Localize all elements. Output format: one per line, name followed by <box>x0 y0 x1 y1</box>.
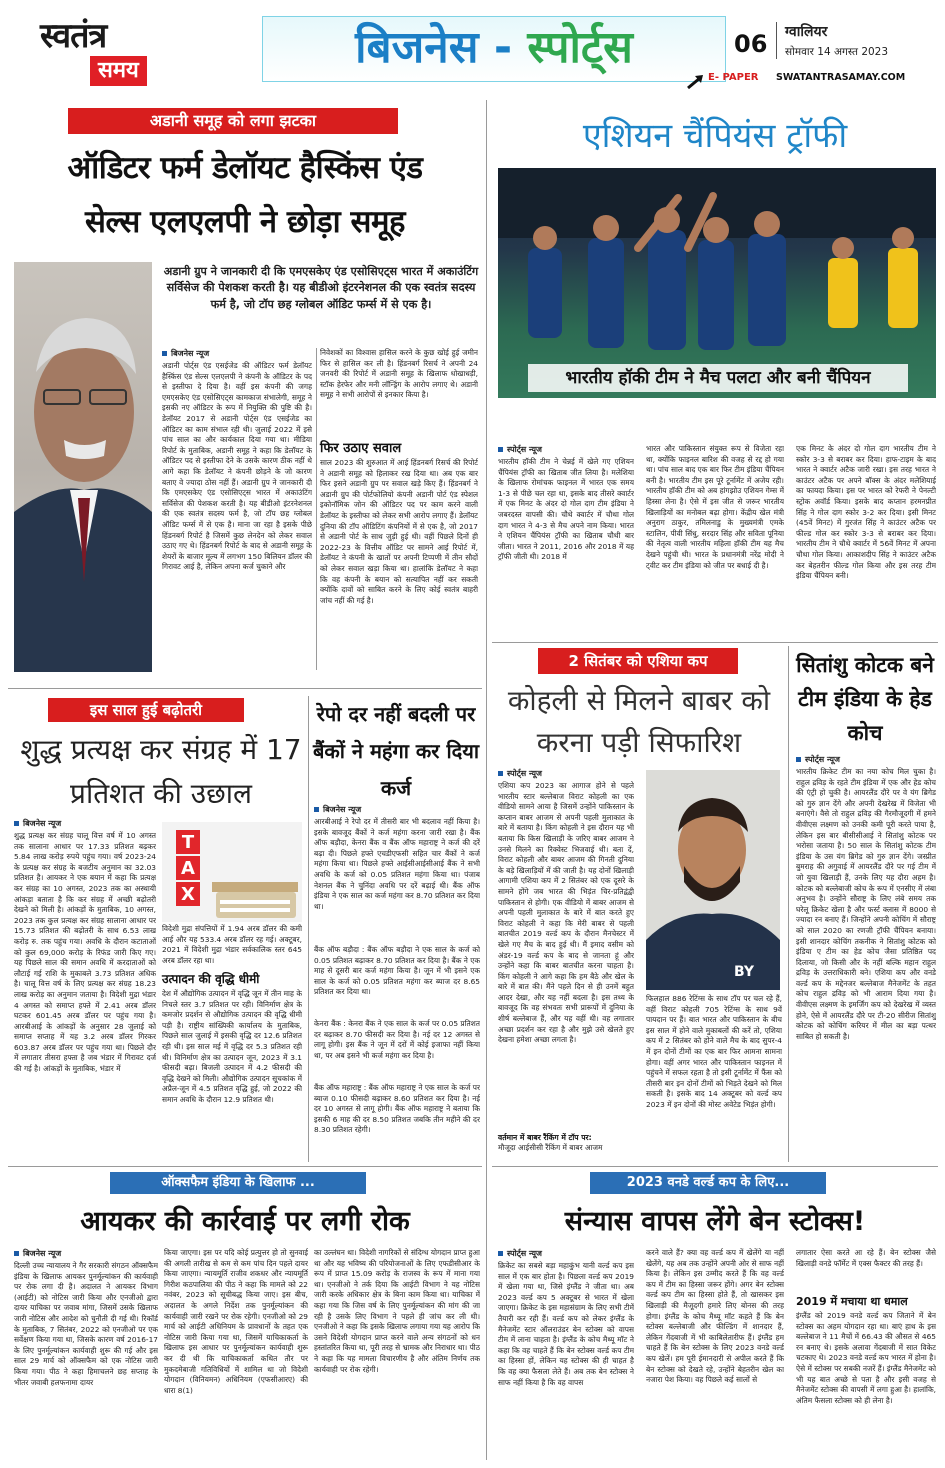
tax-col1-text: शुद्ध प्रत्यक्ष कर संग्रह चालू वित्त वर्ष में 10 अगस्त तक सालाना आधार पर 17.33 प्रतिशत बढ़कर 5.84 लाख करोड़ रुपये पहुंच गया। वर्ष 2023-24 के प्रत्यक्ष कर संग्रह के बजटीय अनुमान का 32.03 प्रतिशत है। आयकर ने एक बयान में कहा कि प्रत्यक्ष कर संग्रह का 10 अगस्त, 2023 तक का अस्थायी आंकड़ा बताता है कि कर संग्रह में अच्छी बढ़ोतरी देखने को मिली है। आंकड़ों के मुताबिक, 10 अगस्त, 2023 तक कुल प्रत्यक्ष कर संग्रह सालाना आधार पर 15.73 प्रतिशत की बढ़ोतरी के साथ 6.53 लाख करोड़ रु. तक पहुंच गया। अवधि के दौरान कटाताओं को कुल 69,000 करोड़ के रिफंड जारी किए गए। यह पिछले साल की समान अवधि में करदाताओं को लौटाई गई राशि के मुकाबले 3.73 प्रतिशत अधिक है। चालू वित्त वर्ष के लिए प्रत्यक्ष कर संग्रह 18.23 लाख करोड़ का अनुमान जताया है। विदेशी मुद्रा भंडार 4 अगस्त को समाप्त हफ्ते में 2.41 अरब डॉलर घटकर 601.45 अरब डॉलर पर पहुंच गया है। आरबीआई के आंकड़ों के अनुसार 28 जुलाई को समाप्त सप्ताह में यह 3.2 अरब डॉलर गिरकर 603.87 अरब डॉलर पर पहुंच गया था। पिछले दौर में लगातार तीसरा हफ्ता है जब भंडार में गिरावट दर्ज की गई है। आंकड़ों के मुताबिक, भंडार में <box>14 831 156 1074</box>
arrow-icon <box>686 74 706 90</box>
tax-repo-divider <box>308 696 309 1162</box>
city: ग्वालियर <box>785 24 828 40</box>
kohli-col2-text: फिलहाल 886 रेटिंग्स के साथ टॉप पर चल रहे हैं, वहीं विराट कोहली 705 रेटिंग्स के साथ 9वें पायदान पर हैं। बात भारत और पाकिस्तान के बीच इस साल में होने वाले मुकाबलों की करें तो, एशिया कप में 2 सितंबर को होने वाले मैच के बाद सुपर-4 में इन दोनों टीमों का एक बार फिर आमना सामना होगा। वहीं अगर भारत और पाकिस्तान फाइनल में पहुंचने में सफल रहता है तो इसी टूर्नामेंट में फैंस को तीसरी बार इन दोनों टीमों को भिड़ते देखने को मिल सकती है। इसके बाद 14 अक्टूबर को वर्ल्ड कप 2023 में इन दोनों की मोस्ट अवेटेड भिड़ंत होगी। <box>646 994 782 1109</box>
tax-image-label: TAX <box>181 832 195 905</box>
coach-headline: सितांशु कोटक बने टीम इंडिया के हेड कोच <box>796 653 934 745</box>
hockey-byline: स्पोर्ट्स न्यूज <box>498 444 634 455</box>
adani-col1 <box>162 348 312 670</box>
logo <box>40 16 180 96</box>
tax-col2b-text: देश में औद्योगिक उत्पादन में वृद्धि जून में तीन माह के निचले स्तर 3.7 प्रतिशत पर रही। विनिर्माण क्षेत्र के कमजोर प्रदर्शन से औद्योगिक उत्पादन की वृद्धि धीमी पड़ी है। राष्ट्रीय सांख्यिकी कार्यालय के मुताबिक, पिछले साल जुलाई में इसकी वृद्धि दर 12.6 प्रतिशत रही थी। इस साल मई में वृद्धि दर 5.3 प्रतिशत रही थी। विनिर्माण क्षेत्र का उत्पादन जून, 2023 में 3.1 फीसदी बढ़ा। बिजली उत्पादन में 4.2 फीसदी की वृद्धि देखने को मिली। औद्योगिक उत्पादन सूचकांक में अप्रैल-जून में 4.5 प्रतिशत वृद्धि हुई, जो 2022 की समान अवधि के दौरान 12.9 प्रतिशत थी। <box>162 989 302 1104</box>
repo-canara: केनरा बैंक : केनरा बैंक ने एक साल के कर्ज पर 0.05 प्रतिशत दर बढ़ाकर 8.70 फीसदी कर दिया है। नई दर 12 अगस्त से लागू होगी। इस बैंक ने जून में दरों में कोई इजाफा नहीं किया था, पर अब इसने भी कर्ज महंगा कर दिया है। <box>314 1019 480 1060</box>
section-title-left: बिजनेस <box>355 22 479 73</box>
tax-image <box>162 822 302 922</box>
center-divider <box>486 100 487 1460</box>
date: सोमवार 14 अगस्त 2023 <box>785 46 889 58</box>
oxfam-col1 <box>14 1248 158 1460</box>
adani-col2-text: निवेशकों का विश्वास हासिल करने के कुछ खोई हुई जमीन फिर से हासिल कर ली है। हिंडनबर्ग रिसर्च ने अपनी 24 जनवरी की रिपोर्ट में अडानी समूह के खिलाफ धोखाधड़ी, स्टॉक हेरफेर और मनी लॉन्ड्रिंग के आरोप लगाए थे। अडानी समूह ने सभी आरोपों से इनकार किया है। <box>320 348 478 400</box>
logo-line1: स्वतंत्र <box>40 16 107 56</box>
adani-subhead: फिर उठाए सवाल <box>320 441 402 456</box>
hockey-col1 <box>498 444 634 636</box>
tax-kicker: इस साल हुई बढ़ोतरी <box>48 698 244 722</box>
oxfam-col3 <box>314 1248 480 1460</box>
repo-col <box>314 804 480 1160</box>
stokes-col1-text: क्रिकेट का सबसे बड़ा महाकुंभ यानी वर्ल्ड कप इस साल में एक बार होता है। पिछला वर्ल्ड कप 2019 में खेला गया था, जिसे इंग्लैंड ने जीता था। अब 2023 वर्ल्ड कप 5 अक्टूबर से भारत में खेला जाएगा। क्रिकेट के इस महासंग्राम के लिए सभी टीमें तैयारी कर रही हैं। वर्ल्ड कप को लेकर इंग्लैंड के मैनेजमेंट स्टार ऑलराउंडर बेन स्टोक्स को वापस टीम में लाना चाहता है। इंग्लैंड के कोच मैथ्यू मॉट ने कहा कि वह चाहते हैं कि बेन स्टोक्स वर्ल्ड कप टीम का हिस्सा हों, लेकिन यह स्टोक्स की ही चाहत है कि वह क्या फैसला लेते हैं। अब तक बेन स्टोक्स ने साफ नहीं किया है कि वह वापस <box>498 1261 634 1387</box>
oxfam-kicker: ऑक्सफैम इंडिया के खिलाफ ... <box>110 1172 366 1194</box>
adani-divider <box>316 348 317 670</box>
masthead <box>0 0 945 96</box>
stokes-col3 <box>796 1248 936 1460</box>
kohli-photo <box>646 770 780 990</box>
adani-intro: अडानी ग्रुप ने जानकारी दी कि एमएसकेए एंड एसोसिएट्स भारत में अकाउंटिंग सर्विसेज की पेशकश करती है। यह बीडीओ इंटरनेशनल की एक स्वतंत्र सदस्य फर्म है, जो टॉप छह ग्लोबल ऑडिट फर्म्स में से एक है। <box>163 265 479 311</box>
divider-right-1 <box>492 642 938 643</box>
hockey-col2 <box>646 444 784 636</box>
adani-headline-line2: सेल्स एलएलपी ने छोड़ा समूह <box>85 204 405 240</box>
adani-col2 <box>320 348 478 670</box>
oxfam-col2 <box>164 1248 308 1460</box>
stokes-col2-text: करने वाले हैं? क्या वह वर्ल्ड कप में खेलेंगे या नहीं खेलेंगे, यह अब तक उन्होंने अपनी ओर से साफ नहीं किया है। लेकिन इस उम्मीद करते हैं कि वह वर्ल्ड कप में टीम का हिस्सा जरूर होंगे। अगर बेन स्टोक्स वर्ल्ड कप टीम का हिस्सा होते हैं, तो खासकर इस खिलाड़ी की मैजूदगी हमारे लिए बोनस की तरह होगा। इंग्लैंड के कोच मैथ्यू मॉट कहते हैं कि बेन स्टोक्स बल्लेबाजी और फील्डिंग में शानदार हैं, लेकिन गेंदबाजी में भी काबिलेतारीफ हैं। इंग्लैंड हम चाहते हैं कि बेन स्टोक्स के लिए 2023 वनडे वर्ल्ड कप खेलें। हम पूरी ईमानदारी से अपील करते हैं कि बेन स्टोक्स को देखते रहे, उन्होंने बेहतरीन खेल का नजारा पेश किया। वह पिछले कई सालों से <box>646 1248 784 1385</box>
oxfam-col1-text: दिल्ली उच्च न्यायालय ने गैर सरकारी संगठन ऑक्सफैम इंडिया के खिलाफ आयकर पुनर्मूल्यांकन की कार्यवाही पर रोक लगा दी है। अदालत ने आयकर विभाग (आईटी) को नोटिस जारी किया और एनजीओ द्वारा दायर याचिका पर जवाब मांगा, जिसमें उसके खिलाफ जारी नोटिस और आदेश को चुनौती दी गई थी। रिकॉर्ड के मुताबिक, 7 सितंबर, 2022 को एनजीओ पर एक सर्वेक्षण किया गया था, जिसके कारण वर्ष 2016-17 के लिए पुनर्मूल्यांकन कार्यवाही शुरू की गई और इस साल 29 मार्च को ऑक्सफैम को एक नोटिस जारी किया गया। पीठ ने कहा हिमाचलने छह सप्ताह के भीतर जवाबी हलफनामा दायर <box>14 1261 158 1387</box>
hockey-caption: भारतीय हॉकी टीम ने मैच पलटा और बनी चैंपियन <box>528 364 908 392</box>
stokes-col3b-text: इंग्लैंड को 2019 वनडे वर्ल्ड कप जिताने में बेन स्टोक्स का अहम योगदान रहा था। बाएं हाथ के इस बल्लेबाज ने 11 मैचों में 66.43 की औसत से 465 रन बनाए थे। इसके अलावा गेंदबाजी में सात विकेट चटकाए थे। 2023 वनडे वर्ल्ड कप भारत में होना है। ऐसे में स्टोक्स पर सबकी नजरें हैं। इंग्लैंड मैनेजमेंट को भी यह बात अच्छे से पता है और इसी वजह से मैनेजमेंट स्टोक्स की वापसी में लगा हुआ है। हालांकि, अंतिम फैसला स्टोक्स को ही लेना है। <box>796 1311 936 1405</box>
tax-col2-text: विदेशी मुद्रा संपत्तियों में 1.94 अरब डॉलर की कमी आई और यह 533.4 अरब डॉलर रह गई। अक्टूबर, 2021 में विदेशी मुद्रा भंडार सर्वकालिक स्तर 645 अरब डॉलर रहा था। <box>162 924 302 965</box>
kohli-ranking: मौजूदा आईसीसी रैंकिंग में बाबर आजम <box>498 1143 603 1152</box>
kohli-headline: कोहली से मिलने बाबर को करना पड़ी सिफारिश <box>507 684 771 759</box>
tax-col1 <box>14 818 156 1160</box>
divider-right-2 <box>492 1166 938 1167</box>
tax-byline: बिजनेस न्यूज <box>14 818 156 829</box>
repo-body: आरबीआई ने रेपो दर में तीसरी बार भी बदलाव नहीं किया है। इसके बावजूद बैंकों ने कर्ज महंगा करना जारी रखा है। बैंक ऑफ बड़ौदा, केनरा बैंक व बैंक ऑफ महाराष्ट्र ने कर्ज की दरें बढ़ा दी। पिछले हफ्ते एचडीएफसी सहित चार बैंकों ने कर्ज महंगा किया था। पिछले हफ्ते आईसीआईसीआई बैंक ने सभी अवधि के कर्ज को 0.05 प्रतिशत महंगा किया था। पंजाब नेशनल बैंक ने चुनिंदा अवधि पर दरें बढ़ाई थी। बैंक ऑफ इंडिया ने एक साल का कर्ज महंगा कर 8.70 प्रतिशत कर दिया था। <box>314 817 480 911</box>
oxfam-byline: बिजनेस न्यूज <box>14 1248 158 1259</box>
divider-left-1 <box>8 688 482 689</box>
stokes-subhead: 2019 में मचाया था धमाल <box>796 1295 908 1308</box>
repo-headline: रेपो दर नहीं बदली पर बैंकों ने महंगा कर दिया कर्ज <box>312 702 480 800</box>
adani-headline <box>10 140 480 248</box>
kohli-col1 <box>498 768 634 1160</box>
adani-col2b-text: साल 2023 की शुरुआत में आई हिंडनबर्ग रिसर्च की रिपोर्ट ने अडानी समूह को हिलाकर रख दिया था। अब एक बार फिर इसने अडानी ग्रुप पर सवाल खड़े किए हैं। हिंडनबर्ग ने अडानी ग्रुप की पोर्टफोलियो कंपनी अडानी पोर्ट एंड स्पेशल इकोनॉमिक जोन की ऑडिटर पद पर काम करने वाली डेलॉयट के इस्तीफा को लेकर सभी आरोप लगाए हैं। डेलॉयट दुनिया की टॉप ऑडिटिंग कंपनियों में से एक है, जो 2017 से अडानी पोर्ट के साथ जुड़ी हुई थी। वहीं पिछले दिनों ही 2022-23 के वित्तीय ऑडिट पर सामने आई रिपोर्ट में, डेलॉयट ने कंपनी के खातों पर अपनी टिप्पणी में तीन सौदों को लेकर सवाल खड़ा किया था। हालांकि डेलॉयट ने कहा कि वह कंपनी के बयान को सत्यापित नहीं कर सकती क्योंकि दावों को साबित करने के लिए कोई स्वतंत्र बाहरी जांच नहीं की गई है। <box>320 458 478 605</box>
kohli-col2 <box>646 994 782 1160</box>
logo-line2: समय <box>90 56 147 86</box>
tax-subhead: उत्पादन की वृद्धि धीमी <box>162 972 260 986</box>
kohli-ranking-sub: वर्तमान में बाबर रैंकिंग में टॉप पर: <box>498 1133 592 1142</box>
adani-kicker: अडानी समूह को लगा झटका <box>68 108 398 134</box>
tax-col2 <box>162 924 302 1160</box>
repo-bob: बैंक ऑफ बड़ौदा : बैंक ऑफ बड़ौदा ने एक साल के कर्ज को 0.05 प्रतिशत बढ़ाकर 8.70 प्रतिशत कर दिया है। बैंक ने एक माह से दूसरी बार कर्ज महंगा किया है। जून में भी इसने एक साल के कर्ज को 0.05 प्रतिशत महंगा कर ब्याज दर 8.65 प्रतिशत कर दिया था। <box>314 945 480 997</box>
hockey-col1-text: भारतीय हॉकी टीम ने चेन्नई में खेले गए एशियन चैंपियंस ट्रॉफी का खिताब जीत लिया है। मलेशिया के खिलाफ रोमांचक फाइनल में भारत एक समय 1-3 से पीछे चल रहा था, इसके बाद तीसरे क्वार्टर में एक मिनट के अंदर दो गोल दाग टीम इंडिया ने जबरदस्त वापसी की। चौथे क्वार्टर में चौथा गोल दाग भारत ने 4-3 से मैच अपने नाम किया। भारत ने एशियन चैंपियंस ट्रॉफी का खिताब चौथी बार जीता। भारत ने 2011, 2016 और 2018 में यह ट्रॉफी जीती थी। 2018 में <box>498 457 634 562</box>
kohli-col1-text: एशिया कप 2023 का आगाज होने से पहले भारतीय स्टार बल्लेबाज विराट कोहली का एक वीडियो सामने आया है जिसमें उन्होंने पाकिस्तान के कप्तान बाबर आजम से अपनी पहली मुलाकात के बारे में बताया है। किंग कोहली ने इस दौरान यह भी बताया कि किस खिलाड़ी के जरिए बाबर आजम ने उनसे मिलने का रिक्वेस्ट भिजवाई थी। बता दें, विराट कोहली और बाबर आजम की गिनती दुनिया के बड़े खिलाड़ियों में की जाती है। यह दोनों खिलाड़ी आगामी एशिया कप में 2 सितंबर को एक दूसरे के सामने होंगे जब भारत की भिड़ंत चिर-प्रतिद्वंद्वी पाकिस्तान से होगी। एक वीडियो में बाबर आजम से अपनी पहली मुलाकात के बारे में बात करते हुए विराट कोहली ने कहा कि मेरी बाबर से पहली बातचीत 2019 वर्ल्ड कप के दौरान मैनचेस्टर में खेले गए मैच के बाद हुई थी। मैं इमाद वसीम को अंडर-19 वर्ल्ड कप के बाद से जानता हूं और उन्होंने कहा कि बाबर बातचीत करना चाहता है। किंग कोहली ने आगे कहा कि हम बैठे और खेल के बारे में बात की। मैंने पहले दिन से ही उनमें बहुत आदर देखा, और यह नहीं बदला है। इस तथ्य के बावजूद कि वह संभवतः सभी प्रारूपों में दुनिया के शीर्ष बल्लेबाज हैं, और यह वहीं थी। वह लगातार अच्छा प्रदर्शन कर रहा है और मुझे उसे खेलते हुए देखना हमेशा अच्छा लगता है। <box>498 781 634 1045</box>
svg-text:BY: BY <box>734 964 755 980</box>
site-link[interactable]: SWATANTRASAMAY.COM <box>776 72 906 83</box>
repo-byline: बिजनेस न्यूज <box>314 804 480 815</box>
oxfam-col3-text: का उल्लंघन था। विदेशी नागरिकों से संदिग्ध योगदान प्राप्त हुआ था और यह भविष्य की परियोजनाओं के लिए एफडीसीआर के रूप में प्राप्त 15.09 करोड़ के राजस्व के रूप में माना गया था। एनजीओ ने तर्क दिया कि आईटी विभाग ने यह नोटिस जारी करके अधिकार क्षेत्र के बिना काम किया था। याचिका में कहा गया कि जिस वर्ष के लिए पुनर्मूल्यांकन की मांग की जा रही है उसके लिए विभाग ने पहले ही जांच कर ली थी। एनजीओ ने कहा कि इसके खिलाफ लगाया गया यह आरोप कि उसने विदेशी योगदान प्राप्त करने वाले अन्य संगठनों को धन हस्तांतरित किया था, पूरी तरह से भ्रामक और निराधार था। पीठ ने कहा कि यह मामला विचारणीय है और अंतिम निर्णय तक कार्यवाही पर रोक रहेगी। <box>314 1248 480 1374</box>
repo-bom: बैंक ऑफ महाराष्ट्र : बैंक ऑफ महाराष्ट्र ने एक साल के कर्ज पर ब्याज 0.10 फीसदी बढ़ाकर 8.60 प्रतिशत कर दिया है। नई दर 10 अगस्त से लागू होगी। बैंक ऑफ महाराष्ट्र ने बताया कि इसकी 6 माह की दर 8.50 प्रतिशत जबकि तीन महीने की दर 8.30 प्रतिशत रहेगी। <box>314 1083 480 1135</box>
hockey-col2-text: भारत और पाकिस्तान संयुक्त रूप से विजेता रहा था, क्योंकि फाइनल बारिश की वजह से रद्द हो गया था। पांच साल बाद एक बार फिर टीम इंडिया चैंपियन बनी है। भारतीय टीम इस पूरे टूर्नामेंट में अजेय रही। भारतीय हॉकी टीम को अब हांगझोउ एशियन गेम्स में हिस्सा लेना है। ऐसे में इस जीत से जरूर भारतीय खिलाड़ियों का मनोबल बढ़ा होगा। केंद्रीय खेल मंत्री अनुराग ठाकुर, तमिलनाडु के मुख्यमंत्री एमके स्टालिन, पीवी सिंधु, सरदार सिंह और सविता पूनिया की नेतृत्व वाली भारतीय महिला हॉकी टीम यह मैच देखने पहुंची थी। भारत के प्रधानमंत्री नरेंद्र मोदी ने ट्वीट कर टीम इंडिया को जीत पर बधाई दी है। <box>646 444 784 570</box>
page-number: 06 <box>734 30 768 58</box>
adani-byline: बिजनेस न्यूज <box>162 348 312 359</box>
stokes-byline: स्पोर्ट्स न्यूज <box>498 1248 634 1259</box>
section-title-dash: - <box>493 22 513 73</box>
section-title-right: स्पोर्ट्स <box>527 22 633 73</box>
stokes-col1 <box>498 1248 634 1460</box>
kohli-coach-divider <box>788 646 789 1162</box>
oxfam-col2-text: किया जाएगा। इस पर यदि कोई प्रत्युत्तर हो तो सुनवाई की अगली तारीख से कम से कम पांच दिन पहले दायर किया जाएगा। न्यायमूर्ति राजीव शकधर और न्यायमूर्ति गिरीश कठपालिया की पीठ ने कहा कि मामले को 22 नवंबर, 2023 को सूचीबद्ध किया जाए। इस बीच, अदालत के अगले निर्देश तक पुनर्मूल्यांकन की कार्यवाही जारी रखने पर रोक रहेगी। एनजीओ को 29 मार्च को आईटी अधिनियम के प्रावधानों के तहत एक नोटिस जारी किया गया था, जिसमें याचिकाकर्ता के खिलाफ इस आधार पर पुनर्मूल्यांकन कार्यवाही शुरू कर दी थी कि याचिकाकर्ता कथित तौर पर मुकदमेबाजी गतिविधियों में शामिल था जो विदेशी योगदान (विनियमन) अधिनियम (एफसीआरए) की धारा 8(1) <box>164 1248 308 1395</box>
adani-col1-text: अडानी पोर्ट्स एंड एसईजेड की ऑडिटर फर्म डेलॉयट हैस्किंस एंड सेल्स एलएलपी ने कंपनी के ऑडिटर के पद से इस्तीफा दे दिया है। वहीं इस कंपनी की जगह एमएसकेए एंड एसोसिएट्स कामकाज संभालेगी, समूह ने इसकी नए ऑडिटर के रूप में नियुक्ति की पुष्टि की है। डेलॉयट 2017 से अडानी पोर्ट्स एंड एसईजेड का ऑडिटर का काम संभाल रही थी। जुलाई 2022 में इसे पांच साल का और कार्यकाल दिया गया था। मीडिया रिपोर्ट के मुताबिक, अडानी समूह ने कहा कि डेलॉयट के ऑडिटर पद से इस्तीफा देने के उसके कारण ठीक नहीं थे आगे कहा कि डेलॉयट ने कंपनी छोड़ने के जो कारण बताए वे ज्यादा ठोस नहीं हैं। अडानी ग्रुप ने जानकारी दी कि एमएसकेए एंड एसोसिएट्स भारत में अकाउंटिंग सर्विसेज की पेशकश करती है। यह बीडीओ इंटरनेशनल की एक स्वतंत्र सदस्य फर्म है, जो टॉप छह ग्लोबल ऑडिट फर्म्स में से एक है। माना जा रहा है इसके पीछे हिंडनबर्ग रिपोर्ट है जिसमें कुछ लेनदेन को लेकर सवाल उठाए गए थे। हिंडनबर्ग रिपोर्ट के बाद से अडानी समूह के शेयरों के बाजार मूल्य में लगभग 150 बिलियन डॉलर की गिरावट आई है, लेकिन अपना कर्ज चुकाने और <box>162 361 312 572</box>
adani-headline-line1: ऑडिटर फर्म डेलॉयट हैस्किंस एंड <box>67 150 423 186</box>
divider-left-2 <box>8 1166 482 1167</box>
hockey-photo <box>498 168 936 398</box>
hockey-headline: एशियन चैंपियंस ट्रॉफी <box>582 116 848 156</box>
kohli-kicker: 2 सितंबर को एशिया कप <box>538 648 738 674</box>
coach-body: भारतीय क्रिकेट टीम का नया कोच मिल चुका है। राहुल द्रविड़ के रहते टीम इंडिया में एक और हेड कोच की एंट्री हो चुकी है। आयरलैंड दौरे पर वे यंग ब्रिगेड को गुरु ज्ञान देंगे और अपनी देखरेख में विजेता भी बनाएंगे। वैसे तो राहुल द्रविड़ की गैरमौजूदगी में हमने वीवीएस लक्ष्मण को उनकी कमी पूरी करते पाया है, लेकिन इस बार बीसीसीआई ने सितांशु कोटक पर भरोसा जताया है। 50 साल के सितांशु कोटक टीम इंडिया के उस यंग ब्रिगेड को गुरु ज्ञान देंगे। जस्प्रीत बुमराह की अगुवाई में आयरलैंड दौरे पर गई टीम में जो युवा खिलाड़ी हैं, उनके लिए यह दौरा अहम है। कोटक को बल्लेबाजी कोच के रूप में एनसीए में लंबा अनुभव है। उन्होंने सौराष्ट्र के लिए लंबे समय तक घरेलू क्रिकेट खेला है और फर्स्ट क्लास में 8000 से ज्यादा रन बनाए हैं। जिन्होंने अपनी कोचिंग में सौराष्ट्र को साल 2020 का रणजी ट्रॉफी चैंपियन बनाया। इसी शानदार कोचिंग तकनीक ने सितांशु कोटक को इंडिया ए टीम का हेड कोच जैसा प्रतिष्ठित पद दिलाया, जो किसी और के नहीं बल्कि महान राहुल द्रविड़ के उत्तराधिकारी बने। एशिया कप और वनडे वर्ल्ड कप के मद्देनजर बल्लेबाज मैनेजमेंट के तहत कोच राहुल द्रविड़ को भी आराम दिया गया है। वीवीएस लक्ष्मण के इमर्जिंग कप को देखरेख में व्यस्त होने, ऐसे में आयरलैंड दौरे पर टी-20 सीरीज सितांशु कोटक को कोचिंग करियर में मील का बड़ा पत्थर साबित हो सकती है। <box>796 767 936 1041</box>
epaper-label[interactable]: E- PAPER <box>708 72 759 83</box>
coach-col <box>796 754 936 1160</box>
hockey-col3 <box>796 444 936 636</box>
section-title-text <box>262 18 726 78</box>
stokes-col2 <box>646 1248 784 1460</box>
coach-byline: स्पोर्ट्स न्यूज <box>796 754 936 765</box>
kohli-byline: स्पोर्ट्स न्यूज <box>498 768 634 779</box>
tax-headline: शुद्ध प्रत्यक्ष कर संग्रह में 17 प्रतिशत की उछाल <box>20 733 302 810</box>
oxfam-headline: आयकर की कार्रवाई पर लगी रोक <box>80 1206 410 1237</box>
adani-photo <box>14 262 152 672</box>
stokes-headline: संन्यास वापस लेंगे बेन स्टोक्स! <box>564 1206 866 1237</box>
date-block <box>776 22 888 59</box>
stokes-kicker: 2023 वनडे वर्ल्ड कप के लिए... <box>590 1172 826 1194</box>
hockey-col3-text: एक मिनट के अंदर दो गोल दाग भारतीय टीम ने स्कोर 3-3 से बराबर कर दिया। हाफ-टाइम के बाद भारत ने क्वार्टर अटैक जारी रखा। इस तरह भारत ने काउंटर अटैक पर अपने बॉक्स के अंदर मलेशियाई का फायदा किया। इस पर भारत को रेफरी ने पेनल्टी स्ट्रोक अवॉर्ड किया। इसके बाद कप्तान हरमनप्रीत सिंह ने गोल दाग स्कोर 3-2 कर दिया। इसी मिनट (45वें मिनट) में गुरजंत सिंह ने काउंटर अटैक पर फील्ड गोल कर स्कोर 3-3 से बराबर कर दिया। भारतीय टीम ने चौथे क्वार्टर में 56वें मिनट में अपना चौथा गोल किया। आकाशदीप सिंह ने काउंटर अटैक कर बेहतरीन फील्ड गोल किया और इस तरह टीम इंडिया चैंपियन बनी। <box>796 444 936 581</box>
stokes-col3-text: लगातार ऐसा करते आ रहे हैं। बेन स्टोक्स जैसे खिलाड़ी वनडे फॉर्मेट में एक्स फैक्टर की तरह हैं। <box>796 1248 936 1268</box>
